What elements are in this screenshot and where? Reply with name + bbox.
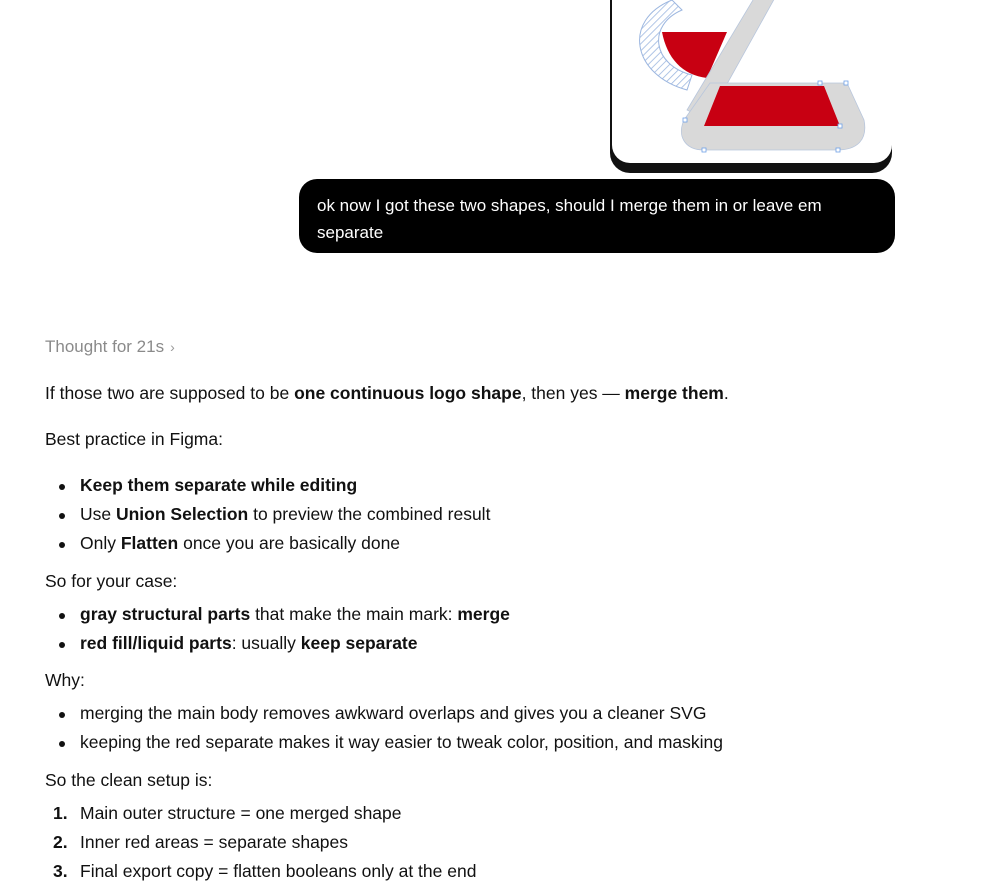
list-item [45, 471, 490, 500]
list-item [45, 600, 510, 629]
list-item: merging the main body removes awkward overlaps and gives you a cleaner SVG [45, 699, 723, 728]
user-message-text: ok now I got these two shapes, should I merge them in or leave em separate [317, 196, 822, 242]
intro-text-3: . [723, 383, 729, 403]
logo-shapes-image [612, 0, 892, 163]
user-message-bubble [299, 179, 895, 253]
why-heading: Why: [45, 670, 85, 690]
item-bold: Union Selection [115, 504, 249, 524]
step-number: 2. [53, 832, 68, 852]
chevron-right-icon: › [170, 339, 175, 355]
intro-text-2: , then yes — [521, 383, 625, 403]
intro-paragraph [45, 381, 729, 405]
step-number: 3. [53, 861, 68, 881]
list-item [45, 529, 490, 558]
image-attachment[interactable] [610, 0, 892, 173]
item-text: once you are basically done [178, 533, 401, 553]
step-item [45, 828, 476, 857]
thought-toggle[interactable] [45, 335, 175, 359]
best-practice-list [45, 471, 490, 558]
item-bold: Flatten [120, 533, 179, 553]
item-text: to preview the combined result [248, 504, 491, 524]
step-item [45, 857, 476, 886]
intro-bold-2: merge them [624, 383, 724, 403]
why-list [45, 699, 723, 757]
step-text: Inner red areas = separate shapes [80, 832, 349, 852]
item-bold: keep separate [300, 633, 418, 653]
case-list [45, 600, 510, 658]
setup-steps-list [45, 799, 476, 886]
red-fill-lower [704, 86, 840, 126]
step-item [45, 799, 476, 828]
intro-bold-1: one continuous logo shape [294, 383, 522, 403]
item-text: Only [80, 533, 121, 553]
step-text: Final export copy = flatten booleans only at the end [80, 861, 477, 881]
item-text: Use [80, 504, 116, 524]
list-item [45, 629, 510, 658]
item-bold: gray structural parts [80, 604, 251, 624]
item-text: : usually [231, 633, 301, 653]
logo-preview-svg [612, 0, 892, 163]
thought-label: Thought for 21s [45, 337, 165, 356]
best-practice-heading: Best practice in Figma: [45, 429, 223, 449]
item-bold: merge [457, 604, 510, 624]
case-heading: So for your case: [45, 571, 178, 591]
item-bold: red fill/liquid parts [80, 633, 232, 653]
step-text: Main outer structure = one merged shape [80, 803, 402, 823]
item-bold: Keep them separate while editing [80, 475, 358, 495]
list-item [45, 500, 490, 529]
setup-heading: So the clean setup is: [45, 770, 213, 790]
item-text: that make the main mark: [250, 604, 458, 624]
step-number: 1. [53, 803, 68, 823]
list-item: keeping the red separate makes it way easier to tweak color, position, and masking [45, 728, 723, 757]
intro-text-1: If those two are supposed to be [45, 383, 295, 403]
